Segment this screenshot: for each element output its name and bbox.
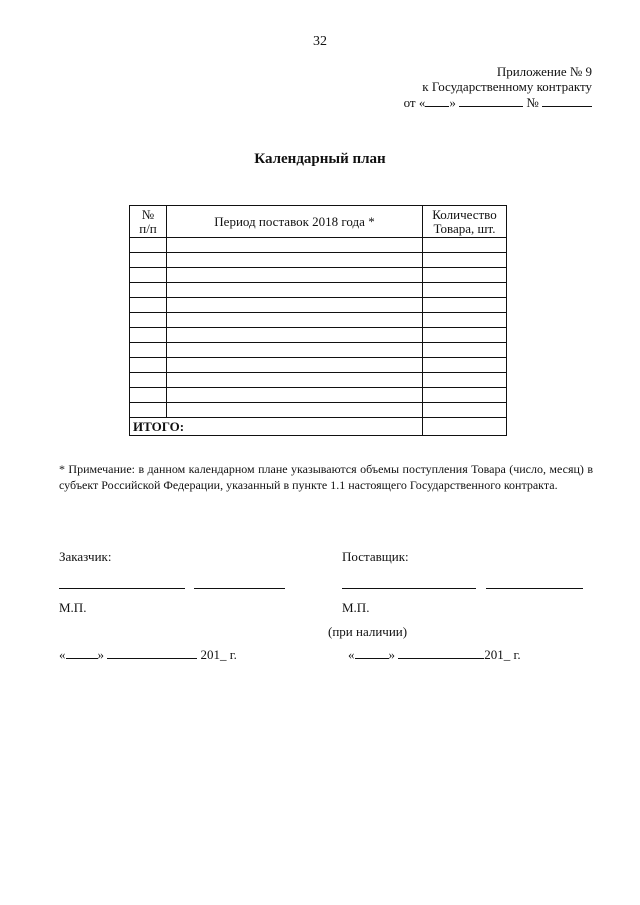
table-row [130, 268, 507, 283]
customer-month-blank[interactable] [107, 646, 197, 659]
appendix-contract-ref: к Государственному контракту [422, 79, 592, 94]
customer-signature-line[interactable] [59, 588, 185, 589]
cell-number[interactable] [130, 328, 167, 343]
cell-quantity[interactable] [423, 238, 507, 253]
table-row [130, 343, 507, 358]
table-row [130, 313, 507, 328]
footnote: * Примечание: в данном календарном плане указываются объемы поступления Товара (число, месяц) в субъект Российской Федерации, указанный в пункте 1.1 настоящего Государственного контракта. [59, 462, 593, 492]
cell-number[interactable] [130, 358, 167, 373]
cell-number[interactable] [130, 388, 167, 403]
number-blank [542, 94, 592, 107]
date-prefix: от « [403, 95, 426, 110]
cell-number[interactable] [130, 373, 167, 388]
cell-quantity[interactable] [423, 358, 507, 373]
date-close-quote: » [449, 95, 456, 110]
supplier-date-line: « » 201_ г. [348, 647, 521, 662]
supplier-year: 201_ г. [484, 647, 521, 662]
cell-quantity[interactable] [423, 388, 507, 403]
supplier-stamp-note: (при наличии) [328, 624, 408, 639]
calendar-plan-table [129, 205, 507, 436]
customer-date-line: « » 201_ г. [59, 647, 237, 662]
cell-quantity[interactable] [423, 253, 507, 268]
col-header-number: № п/п [130, 206, 167, 238]
cell-number[interactable] [130, 283, 167, 298]
supplier-name-line[interactable] [486, 588, 583, 589]
page-number: 32 [313, 34, 327, 49]
table-header-row [130, 206, 507, 238]
cell-number[interactable] [130, 343, 167, 358]
cell-quantity[interactable] [423, 298, 507, 313]
cell-period[interactable] [167, 253, 423, 268]
month-blank [459, 94, 523, 107]
cell-quantity[interactable] [423, 313, 507, 328]
customer-year: 201_ г. [200, 647, 237, 662]
cell-quantity[interactable] [423, 283, 507, 298]
total-label: ИТОГО: [130, 418, 423, 436]
cell-period[interactable] [167, 268, 423, 283]
table-row [130, 238, 507, 253]
cell-quantity[interactable] [423, 268, 507, 283]
customer-label: Заказчик: [59, 549, 112, 564]
table-row [130, 358, 507, 373]
cell-number[interactable] [130, 403, 167, 418]
appendix-date-number-line [404, 94, 592, 110]
cell-period[interactable] [167, 373, 423, 388]
supplier-month-blank[interactable] [398, 646, 484, 659]
cell-period[interactable] [167, 313, 423, 328]
table-row [130, 328, 507, 343]
appendix-number: Приложение № 9 [496, 64, 592, 79]
cell-period[interactable] [167, 403, 423, 418]
col-header-quantity: Количество Товара, шт. [423, 206, 507, 238]
cell-period[interactable] [167, 328, 423, 343]
cell-quantity[interactable] [423, 328, 507, 343]
cell-period[interactable] [167, 283, 423, 298]
document-title: Календарный план [254, 151, 386, 167]
cell-number[interactable] [130, 238, 167, 253]
cell-number[interactable] [130, 253, 167, 268]
customer-name-line[interactable] [194, 588, 285, 589]
cell-quantity[interactable] [423, 373, 507, 388]
number-sign: № [526, 95, 539, 110]
cell-period[interactable] [167, 343, 423, 358]
cell-period[interactable] [167, 388, 423, 403]
table-total-row [130, 418, 507, 436]
table-row [130, 403, 507, 418]
table-row [130, 388, 507, 403]
cell-number[interactable] [130, 268, 167, 283]
cell-quantity[interactable] [423, 343, 507, 358]
supplier-signature-line[interactable] [342, 588, 476, 589]
table-row [130, 298, 507, 313]
cell-number[interactable] [130, 298, 167, 313]
appendix-header [404, 64, 592, 110]
cell-period[interactable] [167, 298, 423, 313]
table-row [130, 253, 507, 268]
table-row [130, 283, 507, 298]
cell-number[interactable] [130, 313, 167, 328]
customer-day-blank[interactable] [66, 646, 98, 659]
supplier-stamp-label: М.П. [342, 600, 370, 615]
supplier-label: Поставщик: [342, 549, 409, 564]
day-blank [425, 94, 449, 107]
table-row [130, 373, 507, 388]
customer-stamp-label: М.П. [59, 600, 87, 615]
cell-period[interactable] [167, 358, 423, 373]
col-header-period: Период поставок 2018 года * [167, 206, 423, 238]
cell-quantity[interactable] [423, 403, 507, 418]
cell-period[interactable] [167, 238, 423, 253]
total-quantity[interactable] [423, 418, 507, 436]
supplier-day-blank[interactable] [355, 646, 389, 659]
